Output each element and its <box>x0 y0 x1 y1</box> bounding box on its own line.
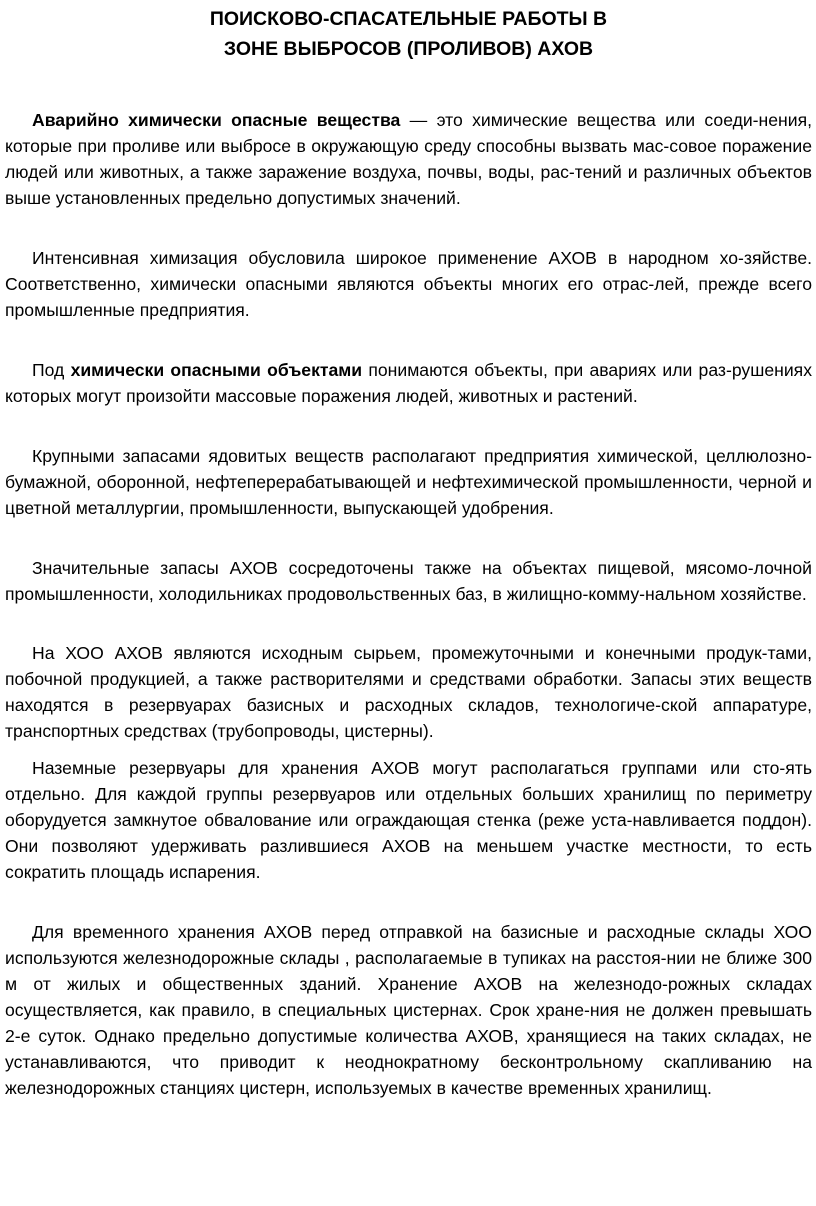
paragraph-temporary-storage: Для временного хранения АХОВ перед отправкой на базисные и расходные склады ХОО используются железнодорожные склады , располагаемые в тупиках на расстоя-нии не ближе 300 м от жилых и общественных зданий. Хранение АХОВ на железнодо-рожных складах осуществляется, как правило, в специальных цистернах. Срок хране-ния не должен превышать 2-е суток. Однако предельно допустимые количества АХОВ, хранящиеся на таких складах, не устанавливаются, что приводит к неоднократному бесконтрольному скапливанию на железнодорожных станциях цистерн, используемых в качестве временных хранилищ. <box>5 922 812 1098</box>
title-line-1: ПОИСКОВО-СПАСАТЕЛЬНЫЕ РАБОТЫ В <box>209 8 608 30</box>
paragraph-text: понимаются объекты, при авариях или раз-рушениях которых могут произойти массовые поражения людей, животных и растений. <box>5 360 812 406</box>
paragraph-text: — это химические вещества или соеди-нения, которые при проливе или выбросе в окружающую среду способны вызвать мас-совое поражение людей или животных, а также заражение воздуха, почвы, воды, рас-тений и различных объектов выше установленных предельно допустимых значений. <box>5 110 813 208</box>
paragraph-chemicalization: Интенсивная химизация обусловила широкое применение АХОВ в народном хо-зяйстве. Соответственно, химически опасными являются объекты многих его отрас-лей, прежде всего промышленные предприятия. <box>5 248 812 320</box>
term-ahov: Аварийно химически опасные вещества <box>32 110 401 130</box>
paragraph-prefix: Под <box>32 360 71 380</box>
paragraph-definition-ahov <box>5 107 812 211</box>
paragraph-raw-materials: На ХОО АХОВ являются исходным сырьем, промежуточными и конечными продук-тами, побочной продукцией, а также растворителями и средствами обработки. Запасы этих веществ находятся в резервуарах базисных и расходных складов, технологиче-ской аппаратуре, транспортных средствах (трубопроводы, цистерны). <box>5 643 812 741</box>
page-title <box>5 0 812 64</box>
paragraph-food-industry: Значительные запасы АХОВ сосредоточены также на объектах пищевой, мясомо-лочной промышленности, холодильниках продовольственных баз, в жилищно-комму-нальном хозяйстве. <box>5 558 812 604</box>
term-hoo: химически опасными объектами <box>70 360 363 380</box>
paragraph-definition-hoo <box>5 357 812 409</box>
paragraph-ground-tanks: Наземные резервуары для хранения АХОВ могут располагаться группами или сто-ять отдельно. Для каждой группы резервуаров или отдельных больших хранилищ по периметру оборудуется замкнутое обвалование или ограждающая стенка (реже уста-навливается поддон). Они позволяют удерживать разлившиеся АХОВ на меньшем участке местности, то есть сократить площадь испарения. <box>5 758 812 882</box>
paragraph-large-stocks: Крупными запасами ядовитых веществ располагают предприятия химической, целлюлозно-бумажной, оборонной, нефтеперерабатывающей и нефтехимической промышленности, черной и цветной металлургии, промышленности, выпускающей удобрения. <box>5 446 812 518</box>
title-line-2: ЗОНЕ ВЫБРОСОВ (ПРОЛИВОВ) АХОВ <box>223 38 594 60</box>
